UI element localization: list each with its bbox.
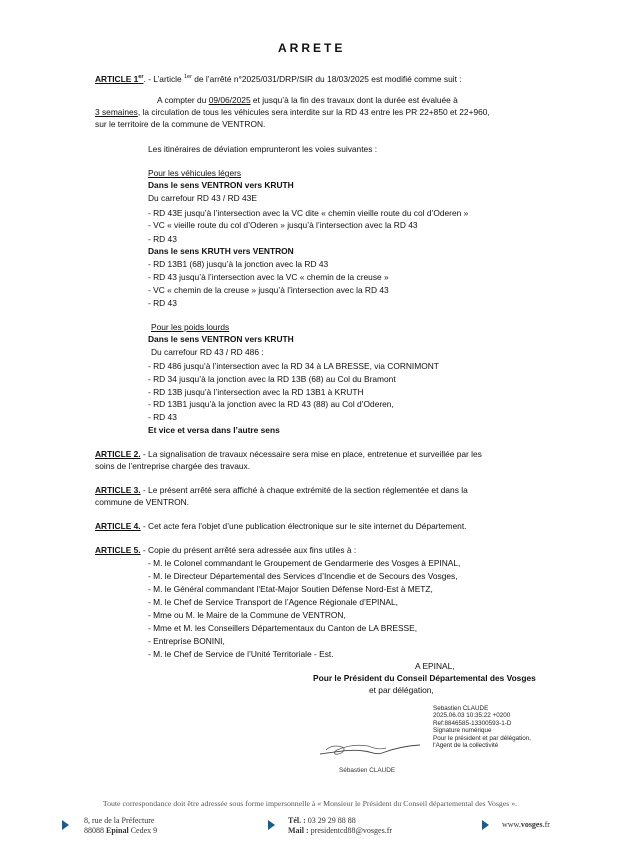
heavy-dir1-item: - RD 486 jusqu’à l’intersection avec la RD 34 à LA BRESSE, via CORNIMONT: [148, 361, 439, 371]
recipient-item: - Mme et M. les Conseillers Départementaux du Canton de LA BRESSE,: [148, 623, 418, 633]
heavy-vehicles-heading: Pour les poids lourds: [151, 322, 230, 332]
address-arrow-icon: [62, 820, 69, 830]
signature-for: Pour le Président du Conseil Départemental des Vosges: [313, 673, 536, 683]
heavy-reverse-note: Et vice et versa dans l’autre sens: [148, 425, 280, 435]
light-dir1-item: - VC « vieille route du col d’Oderen » jusqu’à l’intersection avec la RD 43: [148, 220, 418, 230]
article-4-line-1: ARTICLE 4. - Cet acte fera l’objet d’une publication électronique sur le site internet du Département.: [95, 521, 467, 531]
contact-arrow-icon: [268, 820, 275, 830]
heavy-dir1-start: Du carrefour RD 43 / RD 486 :: [151, 347, 264, 357]
light-dir2-heading: Dans le sens KRUTH vers VENTRON: [148, 246, 294, 256]
signature-printed-name: Sébastien CLAUDE: [339, 767, 396, 774]
light-dir1-item: - RD 43E jusqu’à l’intersection avec la VC dite « chemin vieille route du col d’Oderen »: [148, 208, 469, 218]
recipient-item: - M. le Directeur Départemental des Services d’Incendie et de Secours des Vosges,: [148, 571, 458, 581]
web-arrow-icon: [482, 820, 489, 830]
article-1-intro: ARTICLE 1er. - L’article $^{1er}$ de l’arrêté n°2025/031/DRP/SIR du 18/03/2025 est modifié comme suit :: [95, 73, 462, 84]
signature-meta: Sebastien CLAUDE 2025.06.03 10:35:22 +0200 Ref:8846585-13300593-1-D Signature numérique Pour le président et par délégation, l'Agent de la collectivité: [433, 705, 532, 750]
light-dir1-start: Du carrefour RD 43 / RD 43E: [148, 193, 257, 203]
article-2-label: ARTICLE 2.: [95, 449, 141, 459]
document-title: ARRETE: [278, 41, 346, 55]
light-vehicles-heading: Pour les véhicules légers: [148, 168, 242, 178]
routes-intro: Les itinéraires de déviation emprunteront les voies suivantes :: [148, 144, 378, 154]
website-link[interactable]: www.vosges.fr: [502, 820, 550, 829]
article-1-para-line-3: sur le territoire de la commune de VENTRON.: [95, 119, 266, 129]
light-dir2-item: - RD 43 jusqu’à l’intersection avec la VC « chemin de la creuse »: [148, 272, 389, 282]
article-5-line-1: ARTICLE 5. - Copie du présent arrêté sera adressée aux fins utiles à :: [95, 545, 357, 555]
light-dir1-item: - RD 43: [148, 234, 177, 244]
article-3-line-1: ARTICLE 3. - Le présent arrêté sera affiché à chaque extrémité de la section réglementée et dans la: [95, 485, 468, 495]
recipient-item: - M. le Chef de Service de l’Unité Territoriale - Est.: [148, 649, 334, 659]
light-dir2-item: - RD 13B1 (68) jusqu’à la jonction avec la RD 43: [148, 259, 329, 269]
signature-place: A EPINAL,: [415, 661, 455, 671]
heavy-dir1-item: - RD 43: [148, 412, 177, 422]
light-dir2-item: - VC « chemin de la creuse » jusqu’à l’intersection avec la RD 43: [148, 285, 389, 295]
footer-contact: Tél. : 03 29 29 88 88 Mail : presidentcd88@vosges.fr: [288, 816, 393, 835]
article-1-label: ARTICLE 1er: [95, 73, 144, 84]
recipient-item: - M. le Chef de Service Transport de l’Agence Régionale d’EPINAL,: [148, 597, 398, 607]
recipient-item: - Entreprise BONINI,: [148, 636, 225, 646]
heavy-dir1-heading: Dans le sens VENTRON vers KRUTH: [148, 334, 294, 344]
light-dir1-heading: Dans le sens VENTRON vers KRUTH: [148, 180, 294, 190]
recipient-item: - M. le Colonel commandant le Groupement de Gendarmerie des Vosges à EPINAL,: [148, 558, 461, 568]
heavy-dir1-item: - RD 34 jusqu’à la jonction avec la RD 13B (68) au Col du Bramont: [148, 374, 396, 384]
footer-address: 8, rue de la Préfecture 88088 Epinal Cedex 9: [84, 816, 158, 835]
heavy-dir1-item: - RD 13B jusqu’à l’intersection avec la RD 13B1 à KRUTH: [148, 387, 364, 397]
correspondence-notice: Toute correspondance doit être adressée sous forme impersonnelle à « Monsieur le Président du Conseil départemental des Vosges ».: [102, 799, 518, 808]
article-3-line-2: commune de VENTRON.: [95, 497, 190, 507]
recipient-item: - M. le Général commandant l’Etat-Major Soutien Défense Nord-Est à METZ,: [148, 584, 433, 594]
article-2-line-2: soins de l’entreprise chargée des travaux.: [95, 461, 251, 471]
article-2-line-1: ARTICLE 2. - La signalisation de travaux nécessaire sera mise en place, entretenue et surveillée par les: [95, 449, 482, 459]
article-1-para-line-1: A compter du 09/06/2025 et jusqu’à la fin des travaux dont la durée est évaluée à: [157, 95, 458, 105]
article-3-label: ARTICLE 3.: [95, 485, 141, 495]
light-dir2-item: - RD 43: [148, 298, 177, 308]
article-4-label: ARTICLE 4.: [95, 521, 141, 531]
article-1-para-line-2: 3 semaines, la circulation de tous les véhicules sera interdite sur la RD 43 entre les PR 22+850 et 22+960,: [95, 107, 490, 117]
signature-delegation: et par délégation,: [369, 685, 434, 695]
recipient-item: - Mme ou M. le Maire de la Commune de VENTRON,: [148, 610, 346, 620]
heavy-dir1-item: - RD 13B1 jusqu’à la jonction avec la RD 43 (88) au Col d’Oderen,: [148, 399, 394, 409]
email-link[interactable]: presidentcd88@vosges.fr: [308, 826, 393, 835]
handwritten-signature: [316, 732, 426, 762]
article-5-label: ARTICLE 5.: [95, 545, 141, 555]
